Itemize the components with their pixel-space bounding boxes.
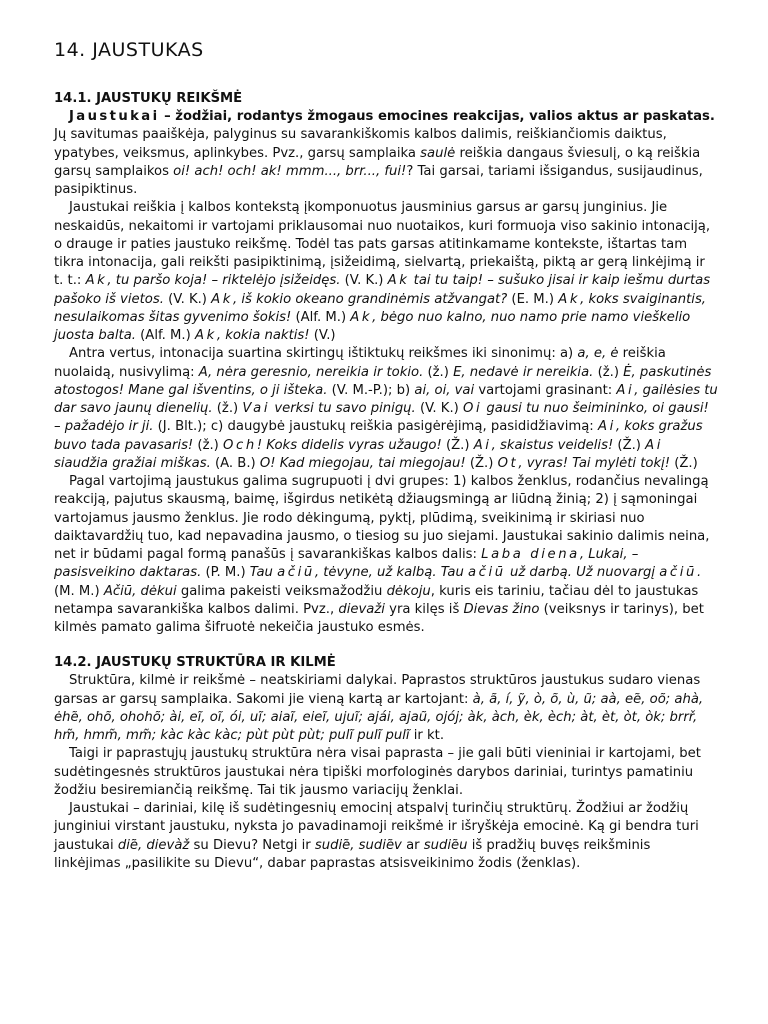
chapter-title: 14. JAUSTUKAS [54, 39, 204, 61]
paragraph: Antra vertus, intonacija suartina skirtingų ištiktukų reikšmes iki sinonimų: a) a, e, ė reiškia nuolaidą, nusivylimą: A, nėra geresnio, nereikia ir tokio. (ž.) E, nedavė ir nereikia. (ž.) Ė, paskutinės atostogos! Mane gal išventins, o ji išteka. (V. M.-P.); b) ai, oi, vai vartojami grasinant: Ai, gailėsies tu dar savo jaunų dienelių. (ž.) Vai verksi tu savo pinigų. (V. K.) Oi gausi tu nuo šeimininko, oi gausi! – pažadėjo ir ji. (J. Blt.); c) daugybė jaustukų reiškia pasigėrėjimą, pasididžiavimą: Ai, koks gražus buvo tada pavasaris! (ž.) Och! Koks didelis vyras užaugo! (Ž.) Ai, skaistus veidelis! (Ž.) Ai siaudžia gražiai miškas. (A. B.) O! Kad miegojau, tai miegojau! (Ž.) Ot, vyras! Tai mylėti tokį! (Ž.) [54, 346, 718, 471]
paragraph: Jaustukai – dariniai, kilę iš sudėtingesnių emocinį atspalvį turinčių struktūrų. Žodžiui ar žodžių junginiui virstant jaustuku, nyksta jo pavadinamoji reikšmė ir išryškėja emocinė. Ką gi bendra turi jaustukai diẽ, dievàž su Dievu? Netgi ir sudiẽ, sudiẽv ar sudiẽu iš pradžių buvęs reikšminis linkėjimas „pasilikite su Dievu“, dabar paprastas atsisveikinimo žodis (ženklas). [54, 801, 699, 871]
paragraph: Jaustukai reiškia į kalbos kontekstą įkomponuotus jausminius garsus ar garsų junginius. Jie neskaidūs, nekaitomi ir vartojami priklausomai nuo nuotaikos, kuri formuoja viso sakinio intonaciją, o drauge ir paties jaustuko reikšmę. Todėl tas pats garsas atitinkamame kontekste, ištartas tam tikra intonacija, gali reikšti pasipiktinimą, įsižeidimą, sielvartą, priekaištą, piktą ar gerą linkėjimą ir t. t.: Ak, tu paršo koja! – riktelėjo įsižeidęs. (V. K.) Ak tai tu taip! – sušuko jisai ir kaip iešmu durtas pašoko iš vietos. (V. K.) Ak, iš kokio okeano grandinėmis atžvangat? (E. M.) Ak, koks svaiginantis, nesulaikomas šitas gyvenimo šokis! (Alf. M.) Ak, bėgo nuo kalno, nuo namo prie namo vieškelio juosta balta. (Alf. M.) Ak, kokia naktis! (V.) [54, 200, 711, 343]
section-structure-origin [54, 654, 718, 873]
section-heading: 14.2. JAUSTUKŲ STRUKTŪRA IR KILMĖ [54, 655, 336, 671]
paragraph: Struktūra, kilmė ir reikšmė – neatskiriami dalykai. Paprastos struktūros jaustukus sudaro vienas garsas ar garsų samplaika. Sakomi jie vieną kartą ar kartojant: à, ã, í, ỹ, ò, õ, ù, ũ; aà, eẽ, oõ; ahà, ėhẽ, ohõ, ohohõ; ài, eĩ, oĩ, ói, uĩ; aiaĩ, eieĩ, ujuĩ; ajái, ajaũ, ojój; àk, àch, èk, èch; àt, èt, òt, òk; brrř, hm̃, hmm̃, mm̃; kàc kàc kàc; pùt pùt pùt; pulĩ pulĩ pulĩ ir kt. [54, 673, 704, 743]
section-meaning [54, 90, 718, 637]
paragraph: Jaustukai – žodžiai, rodantys žmogaus emocines reakcijas, valios aktus ar paskatas. Jų savitumas paaiškėja, palyginus su savarankiškomis kalbos dalimis, reiškiančiomis daiktus, ypatybes, veiksmus, aplinkybes. Pvz., garsų samplaika saulė reiškia dangaus šviesulį, o ką reiškia garsų samplaikos oi! ach! och! ak! mmm..., brr..., fui!? Tai garsai, tariami išsigandus, susijaudinus, pasipiktinus. [54, 109, 715, 197]
paragraph: Pagal vartojimą jaustukus galima sugrupuoti į dvi grupes: 1) kalbos ženklus, rodančius nevalingą reakciją, pajutus skausmą, baimę, išgirdus netikėtą džiaugsmingą ar liūdną žinią; 2) į sąmoningai vartojamus jausmo ženklus. Jie rodo dėkingumą, pyktį, plūdimą, sveikinimą ir skiriasi nuo daiktavardžių tuo, kad nepavadina jausmo, o tiesiog su juo siejami. Jaustukai sakinio dalimis neina, net ir būdami pagal formą panašūs į savarankiškas kalbos dalis: Laba diena, Lukai, – pasisveikino daktaras. (P. M.) Tau ačiū, tėvyne, už kalbą. Tau ačiū už darbą. Už nuovargį ačiū. (M. M.) Ačiū, dėkui galima pakeisti veiksmažodžiu dėkoju, kuris eis tariniu, tačiau dėl to jaustukas netampa savarankiška kalbos dalimi. Pvz., dievaži yra kilęs iš Dievas žino (veiksnys ir tarinys), bet kilmės pamato galima šifruotė nekeičia jaustuko esmės. [54, 474, 710, 635]
section-heading: 14.1. JAUSTUKŲ REIKŠMĖ [54, 91, 243, 106]
paragraph: Taigi ir paprastųjų jaustukų struktūra nėra visai paprasta – jie gali būti vieniniai ir kartojami, bet sudėtingesnės struktūros jaustukai nėra tipiški morfologinės darybos dariniai, turintys pamatiniu žodžiu besiremiančią reikšmę. Tai tik jausmo variacijų ženklai. [54, 746, 701, 798]
